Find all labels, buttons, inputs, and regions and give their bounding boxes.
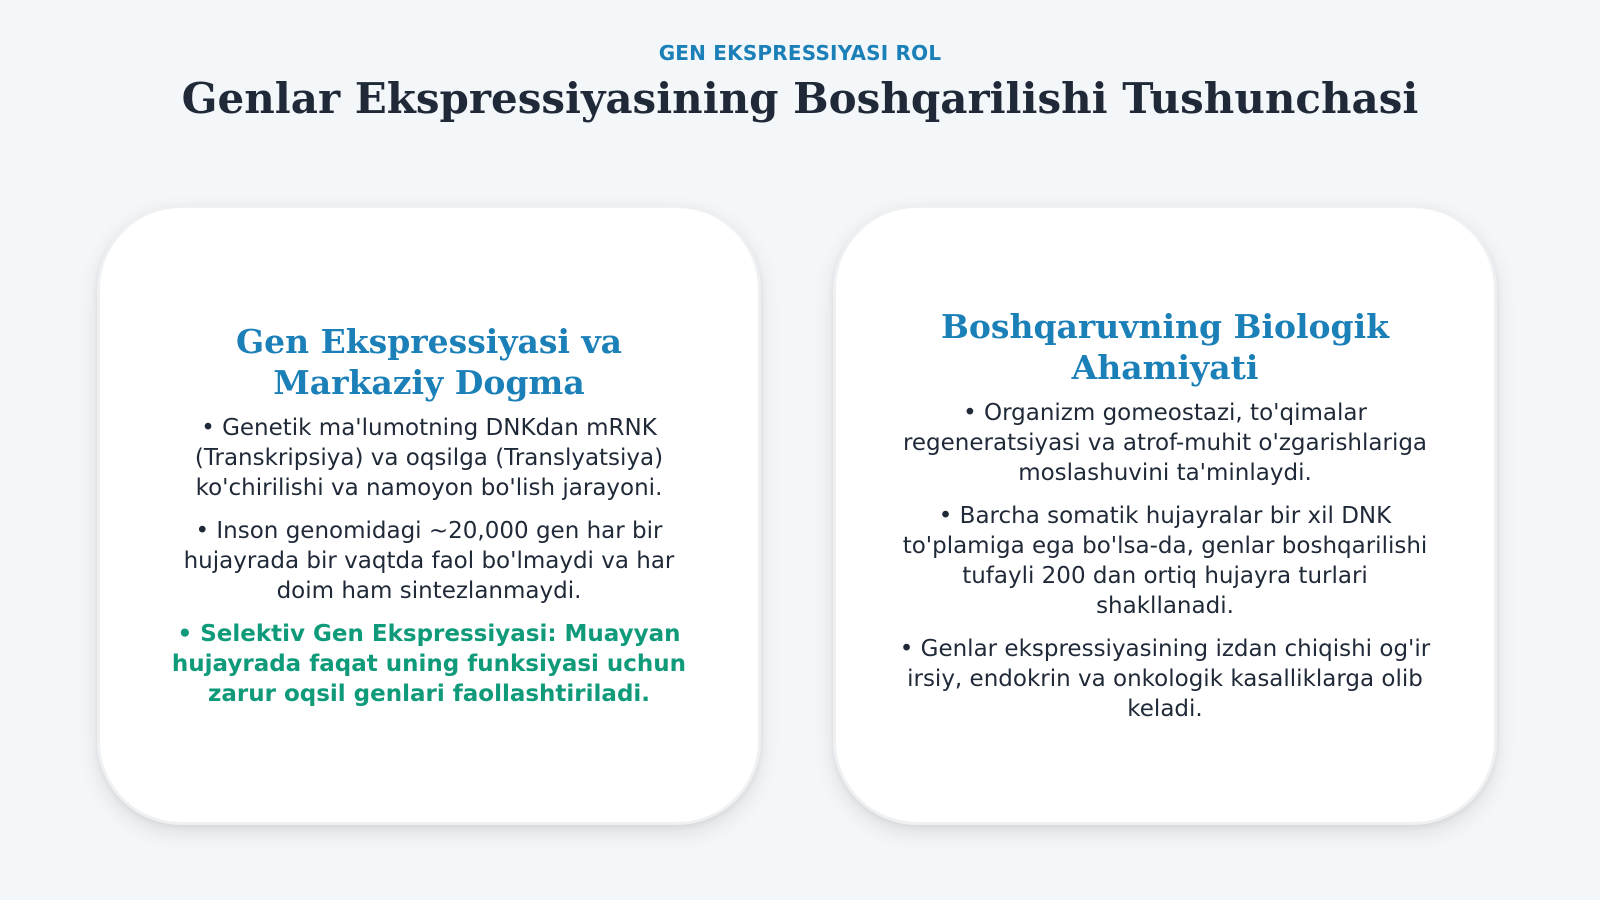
slide-header	[0, 40, 1600, 126]
bullet-item: • Genlar ekspressiyasining izdan chiqishi og'ir irsiy, endokrin va onkologik kasalliklarga olib keladi.	[899, 636, 1431, 722]
card-biological-significance	[833, 205, 1497, 825]
bullet-item: • Genetik ma'lumotning DNKdan mRNK (Transkripsiya) va oqsilga (Translyatsiya) ko'chirilishi va namoyon bo'lish jarayoni.	[194, 415, 664, 501]
bullet-item: • Barcha somatik hujayralar bir xil DNK to'plamiga ega bo'lsa-da, genlar boshqarilishi tufayli 200 dan ortiq hujayra turlari shakllanadi.	[902, 503, 1428, 619]
bullet-item: • Organizm gomeostazi, to'qimalar regeneratsiyasi va atrof-muhit o'zgarishlariga moslashuvini ta'minlaydi.	[902, 400, 1428, 486]
card-title: Gen Ekspressiyasi va Markaziy Dogma	[235, 322, 623, 402]
card-central-dogma	[97, 205, 761, 825]
slide-title: Genlar Ekspressiyasining Boshqarilishi Tushunchasi	[181, 74, 1419, 123]
bullet-item: • Inson genomidagi ~20,000 gen har bir hujayrada bir vaqtda faol bo'lmaydi va har doim ham sintezlanmaydi.	[183, 518, 675, 604]
bullet-item-highlighted: • Selektiv Gen Ekspressiyasi: Muayyan hujayrada faqat uning funksiyasi uchun zarur oqsil genlari faollashtiriladi.	[171, 621, 687, 707]
card-title: Boshqaruvning Biologik Ahamiyati	[940, 307, 1390, 387]
slide-eyebrow: GEN EKSPRESSIYASI ROL	[658, 41, 942, 65]
